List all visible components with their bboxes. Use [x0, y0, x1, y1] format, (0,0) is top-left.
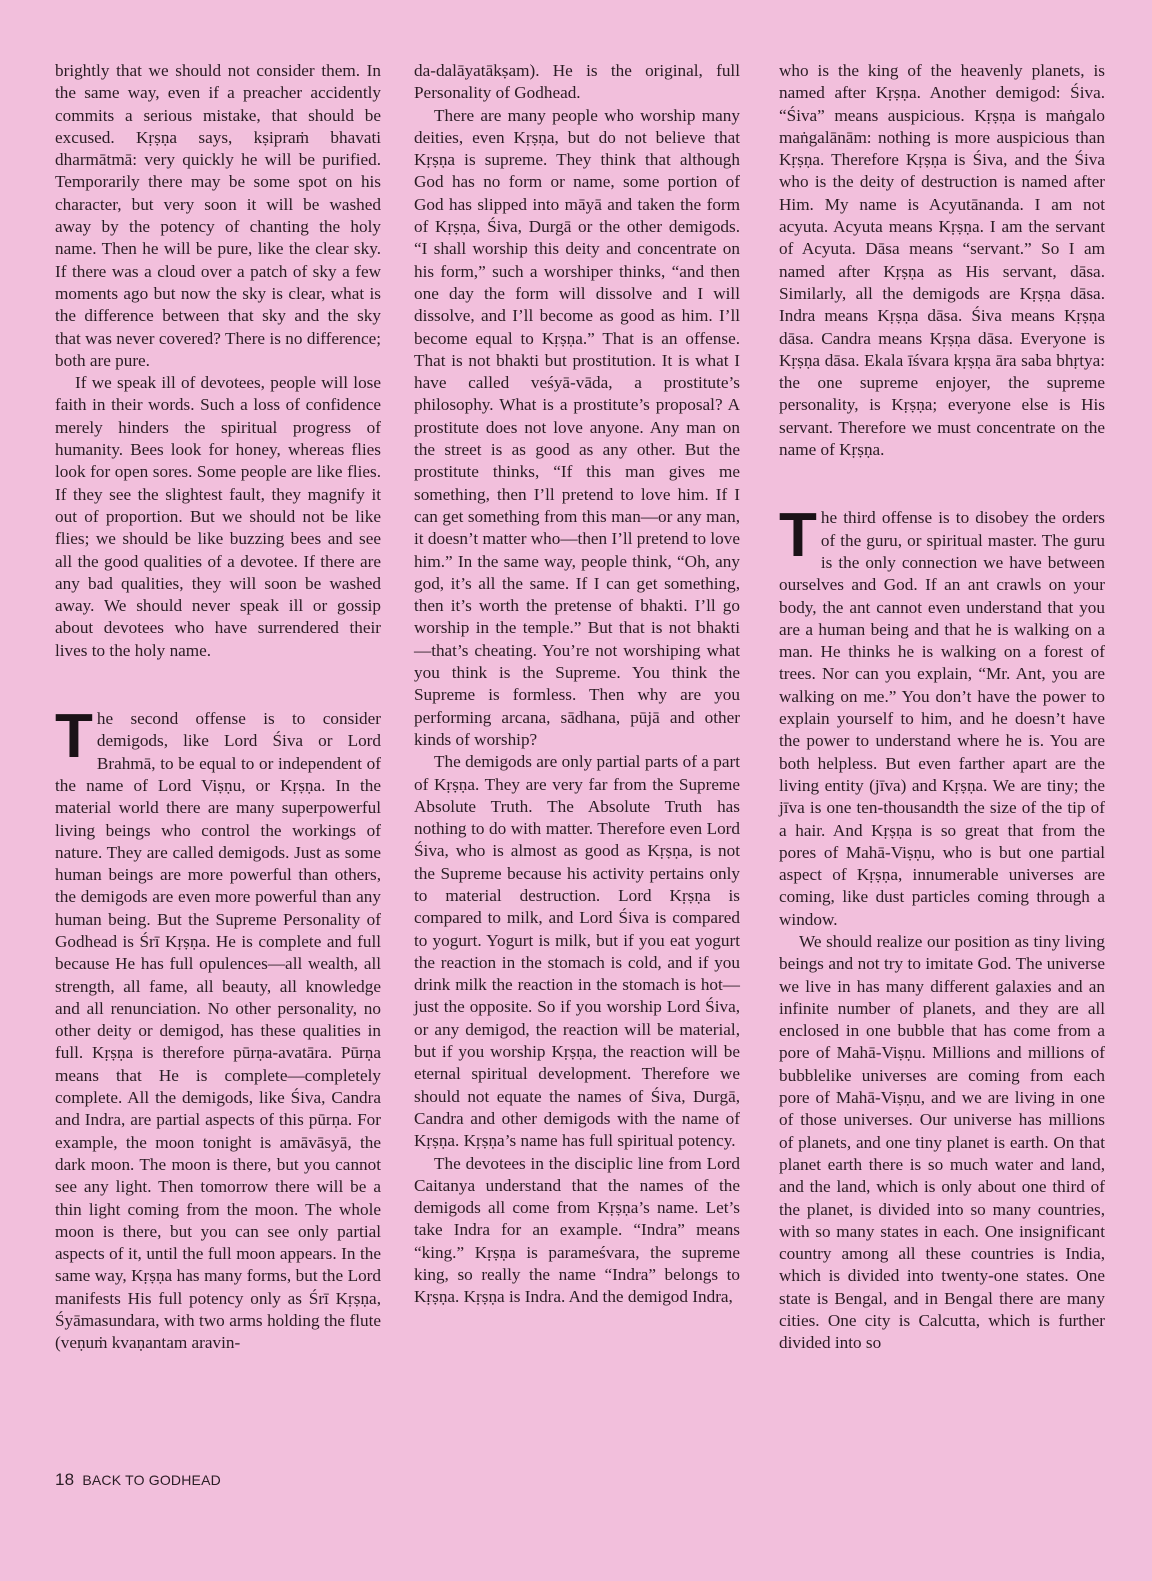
paragraph: da-dalāyatākṣam). He is the original, full Personality of Godhead.: [414, 61, 740, 103]
magazine-title: BACK TO GODHEAD: [82, 1472, 221, 1488]
page-number: 18: [55, 1470, 75, 1489]
text-column-1: [55, 60, 381, 1355]
section-paragraph: [55, 702, 381, 1355]
drop-cap: T: [55, 702, 93, 772]
drop-cap: T: [779, 501, 817, 571]
paragraph: If we speak ill of devotees, people will lose faith in their words. Such a loss of confidence merely hinders the spiritual progress of humanity. Bees look for honey, whereas flies look for open sores. Some people are like flies. If they see the slightest fault, they magnify it out of proportion. But we should not be like flies; we should be like buzzing bees and see all the good qualities of a devotee. If there are any bad qualities, they will soon be washed away. We should never speak ill or gossip about devotees who have surrendered their lives to the holy name.: [55, 373, 381, 660]
paragraph-text: he third offense is to disobey the orders of the guru, or spiritual master. The guru is the only connection we have between ourselves and God. If an ant crawls on your body, the ant cannot even understand that you are a human being and that he is walking on a man. He thinks he is walking on a forest of trees. Nor can you explain, “Mr. Ant, you are walking on me.” You don’t have the power to explain yourself to him, and he doesn’t have the power to understand where he is. You are both helpless. But even farther apart are the living entity (jīva) and Kṛṣṇa. We are tiny; the jīva is one ten-thousandth the size of the tip of a hair. And Kṛṣṇa is so great that from the pores of Mahā-Viṣṇu, who is but one partial aspect of Kṛṣṇa, innumerable universes are coming, like dust particles coming through a window.: [779, 508, 1105, 929]
paragraph-text: he second offense is to consider demigods, like Lord Śiva or Lord Brahmā, to be equal to or independent of the name of Lord Viṣṇu, or Kṛṣṇa. In the material world there are many superpowerful living beings who control the workings of nature. They are called demigods. Just as some human beings are more powerful than others, the demigods are even more powerful than any human being. But the Supreme Personality of Godhead is Śrī Kṛṣṇa. He is complete and full because He has full opulences—all wealth, all strength, all fame, all beauty, all knowledge and all renunciation. No other personality, no other deity or demigod, has these qualities in full. Kṛṣṇa is therefore pūrṇa-avatāra. Pūrṇa means that He is complete—completely complete. All the demigods, like Śiva, Candra and Indra, are partial aspects of this pūrṇa. For example, the moon tonight is amāvāsyā, the dark moon. The moon is there, but you cannot see any light. Then tomorrow there will be a thin light coming from the moon. The whole moon is there, but you can see only partial aspects of it, until the full moon appears. In the same way, Kṛṣṇa has many forms, but the Lord manifests His full potency only as Śrī Kṛṣṇa, Śyāmasundara, with two arms holding the flute (veṇuṁ kvaṇantam aravin-: [55, 709, 381, 1353]
paragraph: who is the king of the heavenly planets, is named after Kṛṣṇa. Another demigod: Śiva. “Śiva” means auspicious. Kṛṣṇa is maṅgalo maṅgalānām: nothing is more auspicious than Kṛṣṇa. Therefore Kṛṣṇa is Śiva, and the Śiva who is the deity of destruction is named after Him. My name is Acyutānanda. I am not acyuta. Acyuta means Kṛṣṇa. I am the servant of Acyuta. Dāsa means “servant.” So I am named after Kṛṣṇa as His servant, dāsa. Similarly, all the demigods are Kṛṣṇa dāsa. Indra means Kṛṣṇa dāsa. Śiva means Kṛṣṇa dāsa. Candra means Kṛṣṇa dāsa. Everyone is Kṛṣṇa dāsa. Ekala īśvara kṛṣṇa āra saba bhṛtya: the one supreme enjoyer, the supreme personality, is Kṛṣṇa; everyone else is His servant. Therefore we must concentrate on the name of Kṛṣṇa.: [779, 61, 1105, 460]
paragraph: We should realize our position as tiny living beings and not try to imitate God. The universe we live in has many different galaxies and an infinite number of planets, and they are all enclosed in one bubble that has come from a pore of Mahā-Viṣṇu. Millions and millions of bubblelike universes are coming from each pore of Mahā-Viṣṇu, and we are living in one of those universes. Our universe has millions of planets, and one tiny planet is earth. On that planet earth there is so much water and land, and the land, which is only about one third of the planet, is divided into so many countries, with so many states in each. One insignificant country among all these countries is India, which is divided into twenty-one states. One state is Bengal, and in Bengal there are many cities. One city is Calcutta, which is further divided into so: [779, 931, 1105, 1353]
section-break: [55, 662, 381, 708]
paragraph: The devotees in the disciplic line from Lord Caitanya understand that the names of the demigods all come from Kṛṣṇa’s name. Let’s take Indra for an example. “Indra” means “king.” Kṛṣṇa is parameśvara, the supreme king, so really the name “Indra” belongs to Kṛṣṇa. Kṛṣṇa is Indra. And the demigod Indra,: [414, 1153, 740, 1307]
section-break: [779, 461, 1105, 507]
section-paragraph: [779, 501, 1105, 931]
text-column-2: [414, 60, 740, 1309]
text-column-3: [779, 60, 1105, 1355]
paragraph: There are many people who worship many deities, even Kṛṣṇa, but do not believe that Kṛṣṇa is supreme. They think that although God has no form or name, some portion of God has slipped into māyā and taken the form of Kṛṣṇa, Śiva, Durgā or the other demigods. “I shall worship this deity and concentrate on his form,” such a worshiper thinks, “and then one day the form will dissolve and I will dissolve, and I’ll become as good as him. I’ll become equal to Kṛṣṇa.” That is an offense. That is not bhakti but prostitution. It is what I have called veśyā-vāda, a prostitute’s philosophy. What is a prostitute’s proposal? A prostitute does not love anyone. Any man on the street is as good as any other. But the prostitute thinks, “If this man gives me something, then I’ll pretend to love him. If I can get something from this man—or any man, it doesn’t matter who—then I’ll pretend to love him.” In the same way, people think, “Oh, any god, it’s all the same. If I can get something, then it’s worth the pretense of bhakti. I’ll go worship in the temple.” But that is not bhakti—that’s cheating. You’re not worshiping what you think is the Supreme. You think the Supreme is formless. Then why are you performing arcana, sādhana, pūjā and other kinds of worship?: [414, 105, 740, 749]
paragraph: The demigods are only partial parts of a part of Kṛṣṇa. They are very far from the Supreme Absolute Truth. The Absolute Truth has nothing to do with matter. Therefore even Lord Śiva, who is almost as good as Kṛṣṇa, is not the Supreme because his activity pertains only to material destruction. Lord Kṛṣṇa is compared to milk, and Lord Śiva is compared to yogurt. Yogurt is milk, but if you eat yogurt the reaction in the stomach is cold, and if you drink milk the reaction in the stomach is hot—just the opposite. So if you worship Lord Śiva, or any demigod, the reaction will be material, but if you worship Kṛṣṇa, the reaction will be eternal spiritual development. Therefore we should not equate the names of Śiva, Durgā, Candra and other demigods with the name of Kṛṣṇa. Kṛṣṇa’s name has full spiritual potency.: [414, 752, 740, 1151]
paragraph: brightly that we should not consider them. In the same way, even if a preacher accidently commits a serious mistake, that should be excused. Kṛṣṇa says, kṣipraṁ bhavati dharmātmā: very quickly he will be purified. Temporarily there may be some spot on his character, but very soon it will be washed away by the potency of chanting the holy name. Then he will be pure, like the clear sky. If there was a cloud over a patch of sky a few moments ago but now the sky is clear, what is the difference between that sky and the sky that was never covered? There is no difference; both are pure.: [55, 61, 381, 370]
page-footer: [55, 1470, 221, 1490]
